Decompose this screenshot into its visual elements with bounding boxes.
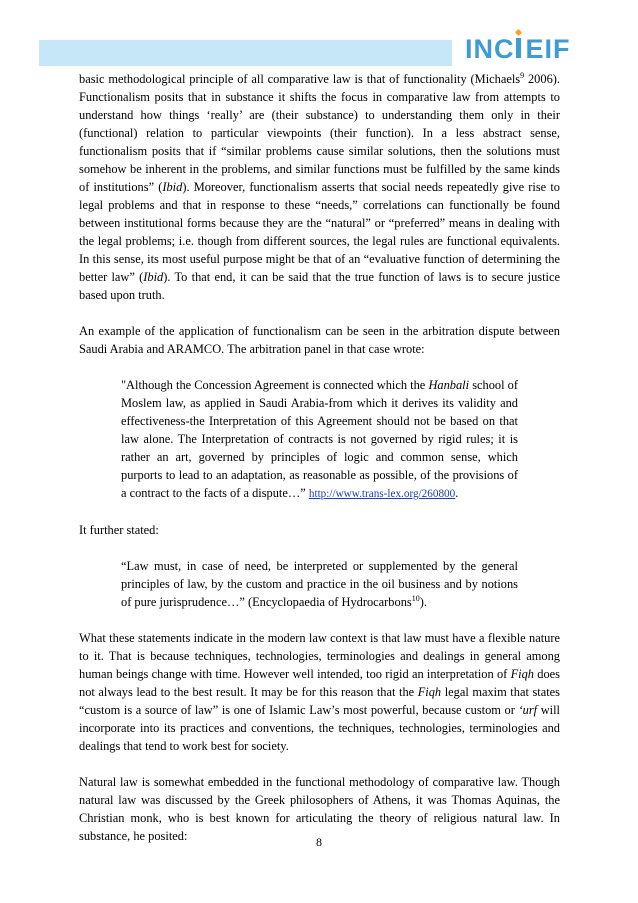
block-quote-law-must: “Law must, in case of need, be interpreted or supplemented by the general principles of law, by the custom and practice in the oil business and by notions of pure jurisprudence…” (Encyclopaedia of Hydrocarbons$^{10}$). [121, 559, 518, 609]
paragraph-functionality: basic methodological principle of all comparative law is that of functionality (Michaels$^9$ 2006). Functionalism posits that in substance it shifts the focus in comparative law from attempts to understand how things ‘really’ are (their substance) to understanding them only in their (functional) relation to particular viewpoints (their function). In a less abstract sense, functionalism posits that if “similar problems cause similar solutions, then the solutions must somehow be inherent in the problems, and similar functions must be fulfilled by the same kinds of institutions” (Ibid). Moreover, functionalism asserts that social needs repeatedly give rise to legal problems and that in response to these “needs,” correlations can functionally be found between institutional forms because they are the “natural” or “preferred” means in dealing with the legal problems; i.e. though from different sources, the legal rules are functional equivalents. In this sense, its most useful purpose might be that of an “evaluative function of determining the better law” (Ibid). To that end, it can be said that the true function of laws is to secure justice based upon truth. [79, 70, 560, 302]
page-number: 8 [316, 835, 322, 849]
paragraph-further-stated: It further stated: [79, 523, 159, 537]
inceif-logo: INC EIF [465, 34, 571, 64]
header-color-bar [39, 40, 452, 66]
trans-lex-link[interactable]: http://www.trans-lex.org/260800 [308, 488, 456, 500]
document-body [79, 70, 560, 845]
footnote-ref-10[interactable]: 10 [411, 593, 420, 603]
footnote-ref-9[interactable]: 9 [520, 70, 525, 80]
paragraph-natural-law: Natural law is somewhat embedded in the functional methodology of comparative law. Though natural law was discussed by the Greek philosophers of Athens, it was Thomas Aquinas, the Christian monk, who is best known for articulating the theory of religious natural law. In substance, he posited: [79, 775, 560, 843]
block-quote-arbitration: "Although the Concession Agreement is connected which the Hanbali school of Moslem law, as applied in Saudi Arabia-from which it derives its validity and effectiveness-the Interpretation of this Agreement should not be based on that law alone. The Interpretation of contracts is not governed by rigid rules; it is rather an art, governed by principles of logic and common sense, which purports to lead to an adaptation, as reasonable as possible, of the provisions of a contract to the facts of a dispute…” http://www.trans-lex.org/260800. [121, 378, 518, 500]
paragraph-flexible-law: What these statements indicate in the modern law context is that law must have a flexible nature to it. That is because techniques, technologies, terminologies and dealings in general among human beings change with time. However well intended, too rigid an interpretation of Fiqh does not always lead to the best result. It may be for this reason that the Fiqh legal maxim that states “custom is a source of law” is one of Islamic Law’s most powerful, because custom or ‘urf will incorporate into its practices and conventions, the techniques, technologies, terminologies and dealings that tend to work best for society. [79, 631, 560, 753]
paragraph-aramco-example: An example of the application of functionalism can be seen in the arbitration dispute between Saudi Arabia and ARAMCO. The arbitration panel in that case wrote: [79, 324, 560, 356]
